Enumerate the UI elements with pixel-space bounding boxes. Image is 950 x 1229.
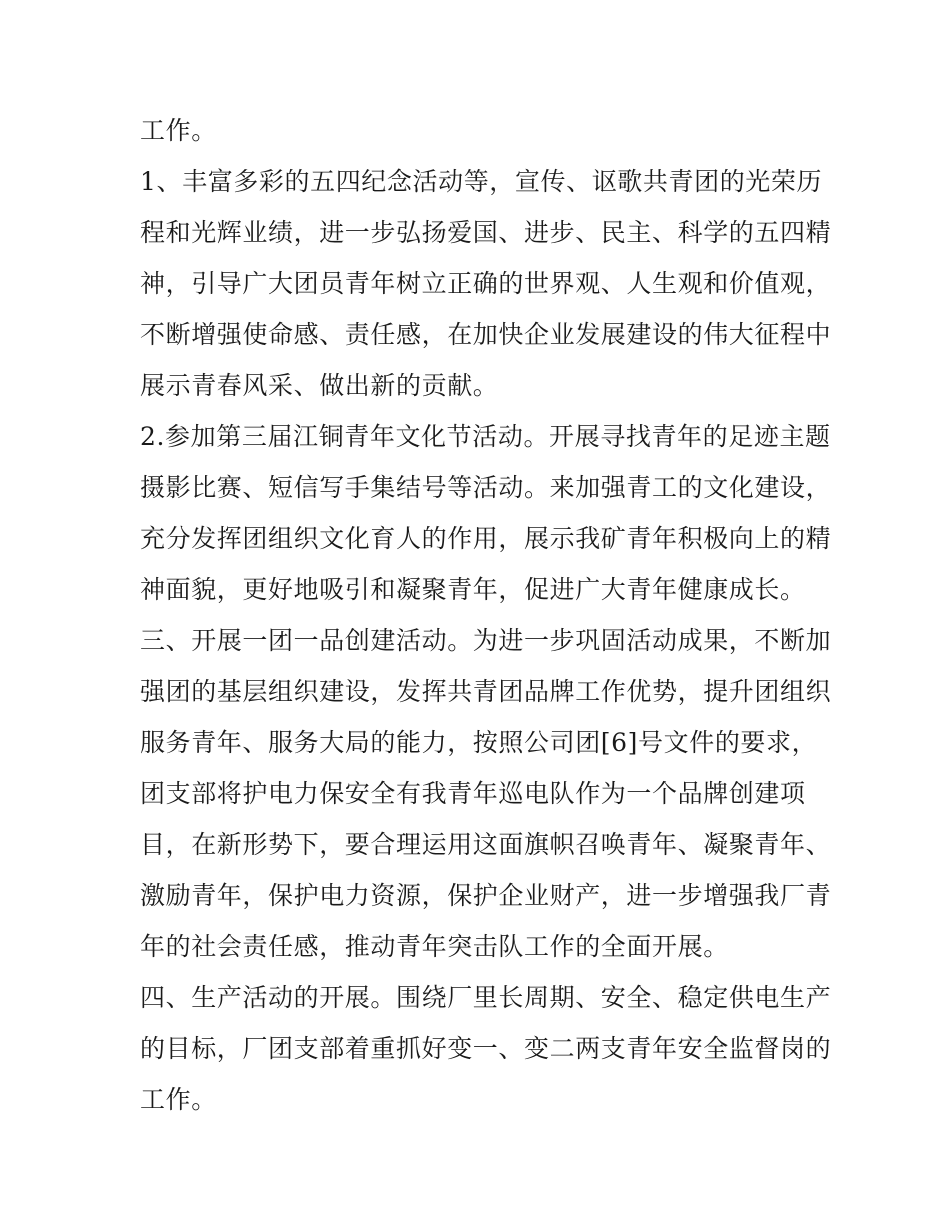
text-line: 年的社会责任感，推动青年突击队工作的全面开展。	[140, 932, 729, 961]
text-line: 目，在新形势下，要合理运用这面旗帜召唤青年、凝聚青年、	[140, 830, 832, 859]
text-line: 强团的基层组织建设，发挥共青团品牌工作优势，提升团组织	[140, 677, 832, 706]
text-line: 激励青年，保护电力资源，保护企业财产，进一步增强我厂青	[140, 881, 832, 910]
text-line: 团支部将护电力保安全有我青年巡电队作为一个品牌创建项	[140, 779, 806, 808]
text-line: 神面貌，更好地吸引和凝聚青年，促进广大青年健康成长。	[140, 575, 806, 604]
text-line: 四、生产活动的开展。围绕厂里长周期、安全、稳定供电生产	[140, 983, 832, 1012]
document-body	[140, 105, 832, 1125]
text-line: 不断增强使命感、责任感，在加快企业发展建设的伟大征程中	[140, 320, 832, 349]
text-line: 展示青春风采、做出新的贡献。	[140, 371, 499, 400]
text-line: 的目标，厂团支部着重抓好变一、变二两支青年安全监督岗的	[140, 1034, 832, 1063]
text-line: 摄影比赛、短信写手集结号等活动。来加强青工的文化建设，	[140, 473, 832, 502]
text-line: 程和光辉业绩，进一步弘扬爱国、进步、民主、科学的五四精	[140, 218, 832, 247]
text-line: 2.参加第三届江铜青年文化节活动。开展寻找青年的足迹主题	[140, 422, 831, 451]
text-line: 1、丰富多彩的五四纪念活动等，宣传、讴歌共青团的光荣历	[140, 167, 823, 196]
text-line: 充分发挥团组织文化育人的作用，展示我矿青年积极向上的精	[140, 524, 832, 553]
text-line: 工作。	[140, 1085, 217, 1114]
text-line: 工作。	[140, 116, 217, 145]
text-line: 神，引导广大团员青年树立正确的世界观、人生观和价值观，	[140, 269, 832, 298]
text-line: 服务青年、服务大局的能力，按照公司团[6]号文件的要求，	[140, 728, 818, 757]
text-line: 三、开展一团一品创建活动。为进一步巩固活动成果，不断加	[140, 626, 832, 655]
